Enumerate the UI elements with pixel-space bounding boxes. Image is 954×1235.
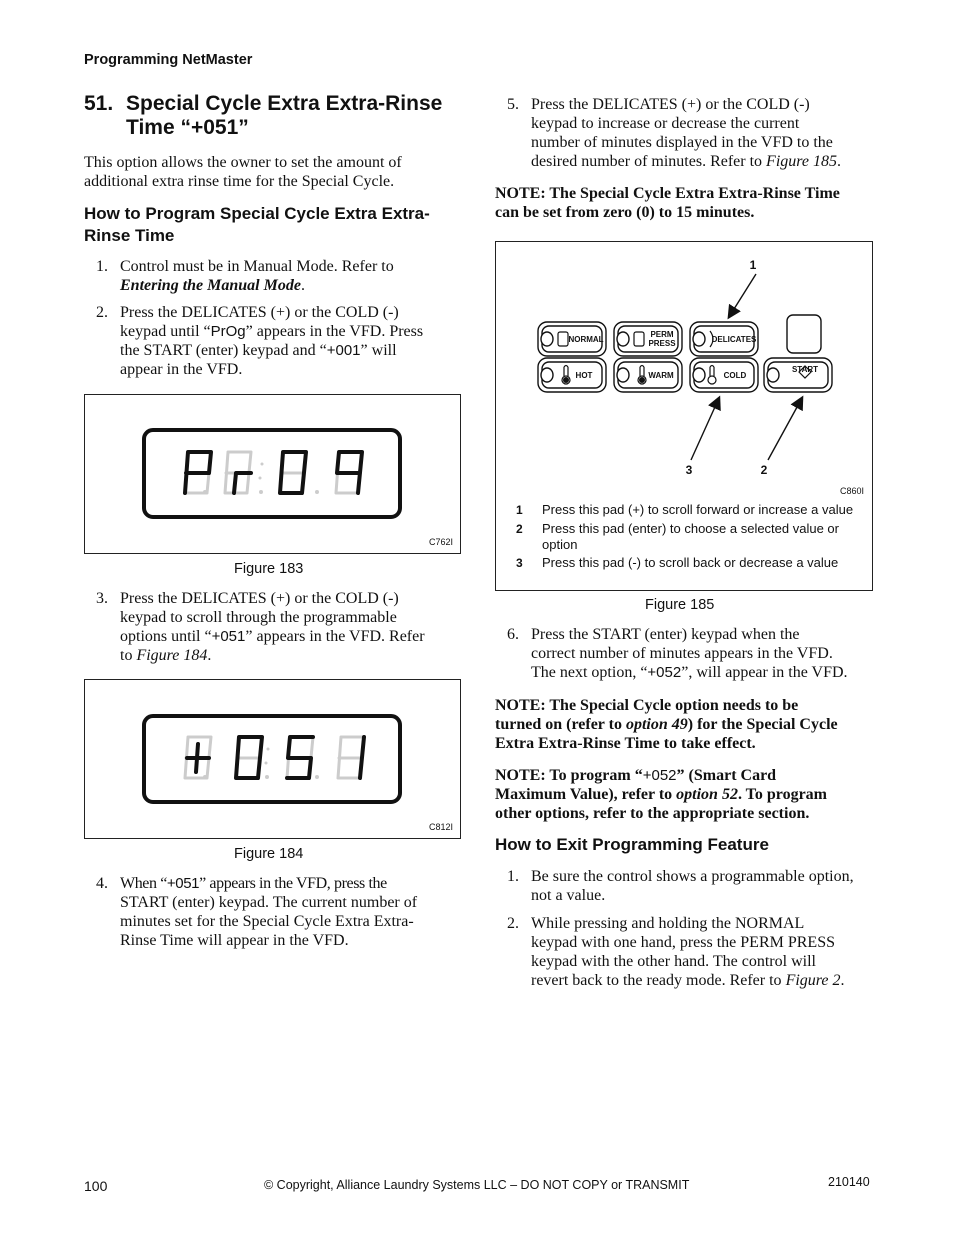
legend-text: Press this pad (-) to scroll back or decrease a value	[542, 555, 839, 570]
section-title	[84, 92, 474, 140]
figure-184	[84, 679, 461, 839]
how-to-program-heading: How to Program Special Cycle Extra Extra-Rinse Time	[84, 204, 430, 245]
text: . To program	[737, 786, 828, 803]
legend-row	[516, 521, 868, 555]
note-line: NOTE: The Special Cycle Extra Extra-Rinse Time	[495, 185, 840, 202]
text: ” appears in the VFD. Press	[245, 323, 424, 340]
legend-number: 2	[516, 522, 523, 536]
vfd-code: +052	[642, 767, 677, 784]
figure-code: C860I	[839, 486, 864, 496]
text: ” appears in the VFD. Refer	[245, 628, 425, 645]
running-head: Programming NetMaster	[84, 52, 253, 68]
step-number: 6.	[507, 626, 519, 643]
step-5-line3: number of minutes displayed in the VFD to the	[531, 134, 833, 151]
figure-185-legend	[516, 502, 868, 574]
vfd-code: +001	[326, 342, 361, 359]
callout-2: 2	[760, 463, 768, 477]
exit-step-1-line1: Be sure the control shows a programmable option,	[531, 868, 854, 885]
normal-key-label: NORMAL	[568, 335, 604, 344]
exit-step-2	[507, 914, 887, 994]
text: keypad until “	[120, 323, 211, 340]
vfd-display-prog	[85, 395, 460, 553]
step-5	[507, 95, 877, 175]
text: Maximum Value), refer to	[495, 786, 677, 803]
step-4-line4: Rinse Time will appear in the VFD.	[120, 932, 349, 949]
note-line: Extra Extra-Rinse Time to take effect.	[495, 735, 756, 752]
section-title-line2: Time “+051”	[126, 116, 249, 139]
keypad-diagram	[496, 242, 872, 502]
press-key-label: PRESS	[648, 339, 676, 348]
start-key-label: START	[791, 365, 819, 374]
cold-key-label: COLD	[723, 371, 747, 380]
callout-1: 1	[749, 258, 757, 272]
section-number: 51.	[84, 92, 114, 115]
vfd-code: +052	[647, 664, 682, 681]
document-number: 210140	[828, 1175, 870, 1189]
step-2-line1: Press the DELICATES (+) or the COLD (-)	[120, 304, 399, 321]
text: options until “	[120, 628, 212, 645]
text: .	[207, 647, 212, 664]
text: to	[120, 647, 137, 664]
figure-reference: Figure 184	[136, 647, 208, 664]
vfd-code: +051	[166, 875, 200, 892]
option-reference: option 52	[676, 786, 738, 803]
step-5-line2: keypad to increase or decrease the current	[531, 115, 800, 132]
step-2	[96, 303, 466, 383]
note-line: NOTE: The Special Cycle option needs to be	[495, 697, 799, 714]
step-number: 3.	[96, 590, 108, 607]
figure-185-caption: Figure 185	[645, 597, 715, 613]
exit-step-2-line3: keypad with the other hand. The control will	[531, 953, 816, 970]
exit-step-2-line1: While pressing and holding the NORMAL	[531, 915, 805, 932]
note-line: other options, refer to the appropriate section.	[495, 805, 810, 822]
legend-number: 1	[516, 503, 523, 517]
step-number: 1.	[96, 258, 108, 275]
legend-row	[516, 502, 868, 521]
legend-text: Press this pad (enter) to choose a selected value or	[542, 521, 839, 536]
step-2-line4: appear in the VFD.	[120, 361, 243, 378]
exit-step-1	[507, 867, 887, 907]
step-number: 5.	[507, 96, 519, 113]
step-4-line3: minutes set for the Special Cycle Extra Extra-	[120, 913, 414, 930]
text: revert back to the ready mode. Refer to	[531, 972, 786, 989]
legend-text: Press this pad (+) to scroll forward or increase a value	[542, 502, 854, 517]
exit-heading: How to Exit Programming Feature	[495, 835, 769, 854]
figure-183	[84, 394, 461, 554]
step-6-line1: Press the START (enter) keypad when the	[531, 626, 800, 643]
warm-key-label: WARM	[648, 371, 674, 380]
step-1-line1: Control must be in Manual Mode. Refer to	[120, 258, 394, 275]
text: NOTE: To program “	[495, 767, 643, 784]
step-1	[96, 257, 456, 297]
step-4	[96, 874, 466, 954]
text: .	[840, 972, 845, 989]
vfd-code: +051	[211, 628, 246, 645]
step-6-line2: correct number of minutes appears in the VFD.	[531, 645, 833, 662]
intro-paragraph: This option allows the owner to set the amount of additional extra rinse time for the Special Cycle.	[84, 154, 402, 190]
section-title-line1: Special Cycle Extra Extra-Rinse	[126, 92, 443, 115]
step-3-line2: keypad to scroll through the programmable	[120, 609, 397, 626]
text: ” will	[360, 342, 397, 359]
callout-3: 3	[685, 463, 693, 477]
figure-185	[495, 241, 873, 591]
text: ” appears in the VFD, press the	[199, 875, 387, 892]
exit-step-1-line2: not a value.	[531, 887, 606, 904]
step-6	[507, 625, 887, 685]
vfd-display-051	[85, 680, 460, 838]
figure-184-caption: Figure 184	[234, 846, 304, 862]
copyright-notice: © Copyright, Alliance Laundry Systems LLC – DO NOT COPY or TRANSMIT	[264, 1178, 690, 1192]
figure-code: C812I	[428, 822, 453, 832]
legend-text: option	[542, 537, 578, 552]
step-3	[96, 589, 466, 669]
text: turned on (refer to	[495, 716, 626, 733]
legend-row	[516, 555, 868, 574]
delicates-key-label: DELICATES	[711, 335, 757, 344]
option-reference: option 49	[625, 716, 688, 733]
text: ” (Smart Card	[676, 767, 777, 784]
note-line: can be set from zero (0) to 15 minutes.	[495, 204, 755, 221]
perm-key-label: PERM	[650, 330, 674, 339]
note-smart-card	[495, 766, 880, 823]
text: ”, will appear in the VFD.	[681, 664, 848, 681]
step-3-line1: Press the DELICATES (+) or the COLD (-)	[120, 590, 399, 607]
figure-reference: Figure 2	[785, 972, 841, 989]
exit-step-2-line2: keypad with one hand, press the PERM PRESS	[531, 934, 835, 951]
text: .	[837, 153, 841, 170]
note-special-cycle-on	[495, 696, 880, 753]
figure-code: C762I	[428, 537, 453, 547]
step-number: 1.	[507, 868, 519, 885]
step-5-line1: Press the DELICATES (+) or the COLD (-)	[531, 96, 810, 113]
hot-key-label: HOT	[575, 371, 593, 380]
note-extra-rinse-range	[495, 184, 875, 222]
text: desired number of minutes. Refer to	[531, 153, 767, 170]
text: When “	[120, 875, 167, 892]
vfd-code: PrOg	[210, 323, 246, 340]
punct: .	[300, 277, 305, 294]
page-number: 100	[84, 1178, 108, 1194]
legend-number: 3	[516, 556, 523, 570]
figure-183-caption: Figure 183	[234, 561, 304, 577]
text: ) for the Special Cycle	[687, 716, 838, 733]
text: the START (enter) keypad and “	[120, 342, 327, 359]
step-number: 2.	[96, 304, 108, 321]
text: The next option, “	[531, 664, 648, 681]
step-4-line2: START (enter) keypad. The current number of	[120, 894, 418, 911]
figure-reference: Figure 185	[766, 153, 837, 170]
step-number: 2.	[507, 915, 519, 932]
step-1-reference: Entering the Manual Mode	[120, 277, 301, 294]
step-number: 4.	[96, 875, 108, 892]
